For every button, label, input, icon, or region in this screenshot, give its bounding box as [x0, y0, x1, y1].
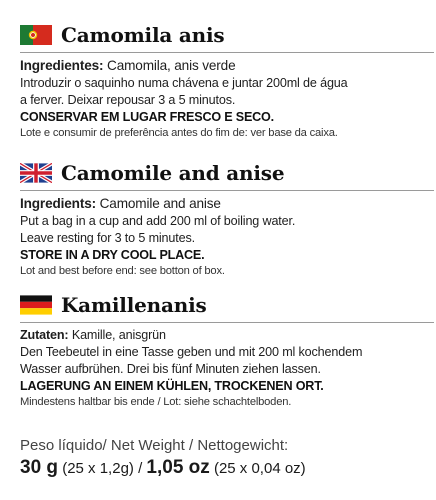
section-english: [20, 160, 420, 279]
ingredients-en: [20, 195, 420, 213]
divider-pt: [20, 52, 434, 53]
instruction-line-de-2: Wasser aufbrühen. Drei bis fünf Minuten ziehen lassen.: [20, 362, 321, 376]
storage-pt: CONSERVAR EM LUGAR FRESCO E SECO.: [20, 110, 274, 124]
ingredients-de: [20, 327, 420, 344]
instruction-line-en-2: Leave resting for 3 to 5 minutes.: [20, 231, 195, 245]
section-title-pt: Camomila anis: [61, 23, 225, 47]
portugal-flag-icon: [20, 25, 52, 45]
germany-flag-icon: [20, 295, 52, 315]
lot-info-pt: Lote e consumir de preferência antes do fim de: ver base da caixa.: [20, 127, 338, 139]
instruction-line-de-1: Den Teebeutel in eine Tasse geben und mit 200 ml kochendem: [20, 345, 363, 359]
storage-de: LAGERUNG AN EINEM KÜHLEN, TROCKENEN ORT.: [20, 379, 324, 393]
lot-info-de: Mindestens haltbar bis ende / Lot: siehe schachtelboden.: [20, 396, 292, 408]
instruction-line-en-1: Put a bag in a cup and add 200 ml of boiling water.: [20, 214, 296, 228]
ingredients-text-pt: Camomila, anis verde: [103, 58, 236, 73]
uk-flag-icon: [20, 163, 52, 183]
net-weight-grams-detail: (25 x 1,2g) /: [58, 460, 147, 477]
section-german: [20, 292, 420, 410]
ingredients-label-de: Zutaten:: [20, 328, 69, 342]
lot-info-en: Lot and best before end: see botton of box.: [20, 265, 225, 277]
instruction-line-pt-2: a ferver. Deixar repousar 3 a 5 minutos.: [20, 93, 236, 107]
instruction-line-pt-1: Introduzir o saquinho numa chávena e juntar 200ml de água: [20, 76, 348, 90]
divider-de: [20, 322, 434, 323]
ingredients-text-en: Camomile and anise: [96, 196, 221, 211]
net-weight-value: [20, 456, 420, 481]
title-row-pt: [20, 22, 420, 48]
ingredients-label-en: Ingredients:: [20, 196, 96, 211]
title-row-de: [20, 292, 420, 318]
title-row-en: [20, 160, 420, 186]
net-weight-ounces: 1,05 oz: [146, 457, 210, 478]
net-weight-block: [20, 436, 420, 481]
net-weight-ounces-detail: (25 x 0,04 oz): [209, 460, 306, 477]
ingredients-pt: [20, 57, 420, 75]
storage-en: STORE IN A DRY COOL PLACE.: [20, 248, 205, 262]
net-weight-label: Peso líquido/ Net Weight / Nettogewicht:: [20, 437, 289, 454]
ingredients-label-pt: Ingredientes:: [20, 58, 104, 73]
section-title-en: Camomile and anise: [61, 161, 285, 185]
ingredients-text-de: Kamille, anisgrün: [68, 328, 166, 342]
section-title-de: Kamillenanis: [61, 293, 207, 317]
net-weight-grams: 30 g: [20, 457, 59, 478]
divider-en: [20, 190, 434, 191]
section-portuguese: [20, 22, 420, 141]
